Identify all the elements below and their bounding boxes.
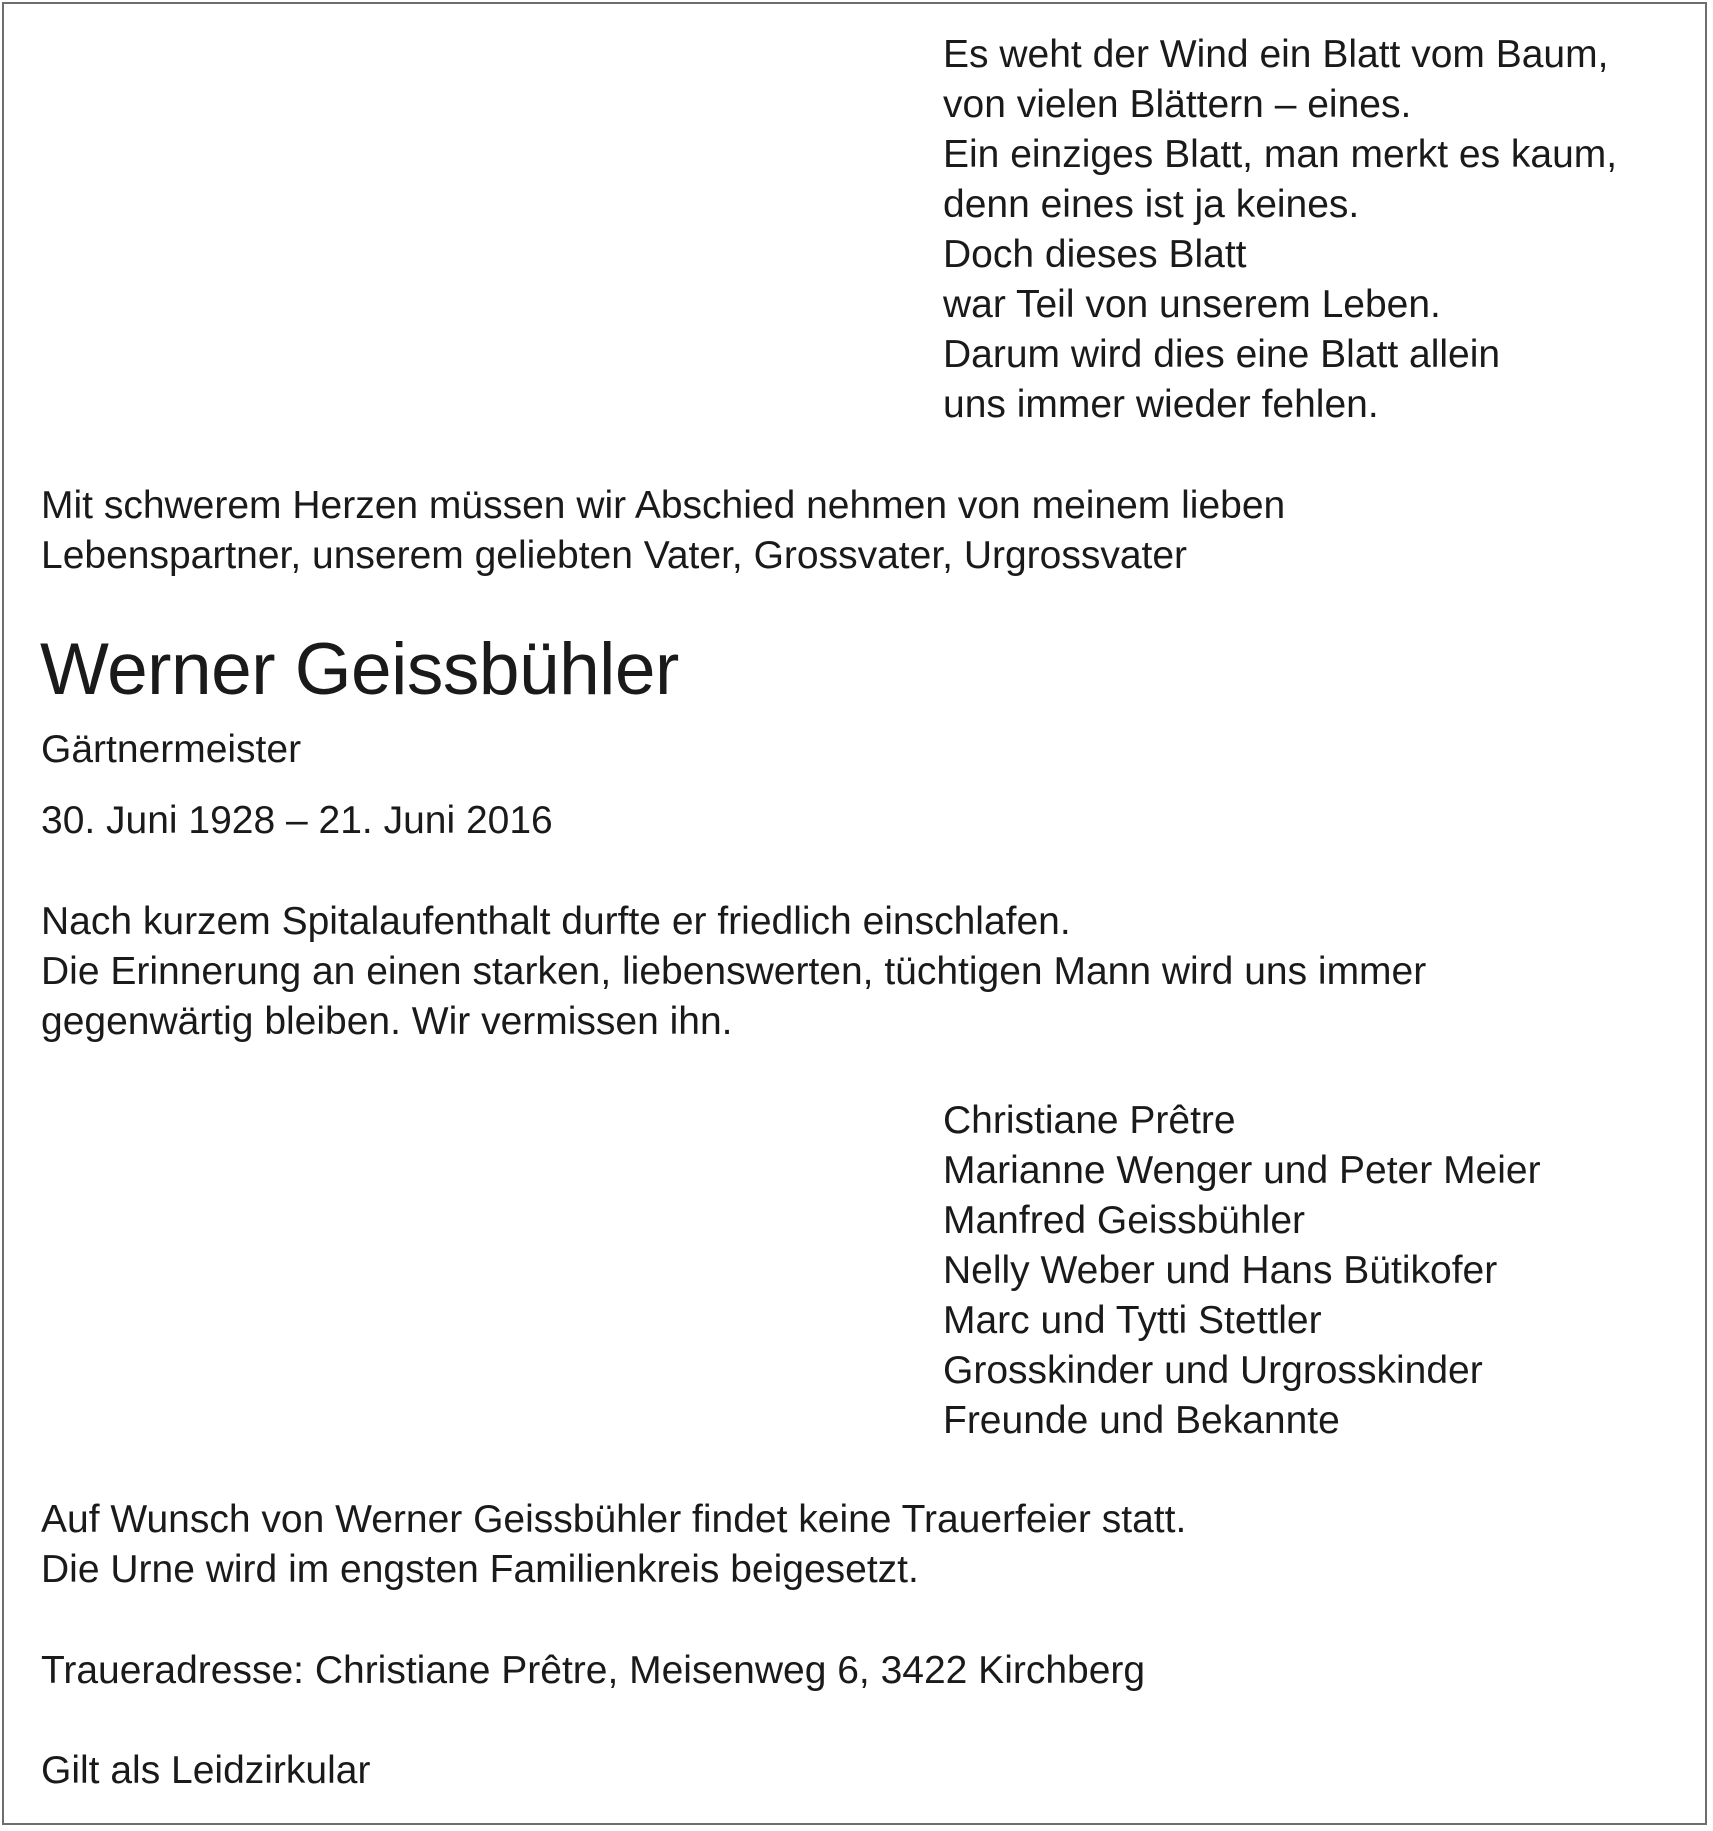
life-dates: 30. Juni 1928 – 21. Juni 2016 (41, 799, 553, 842)
ceremony-line: Die Urne wird im engsten Familienkreis beigesetzt. (41, 1548, 919, 1591)
message-line: Die Erinnerung an einen starken, liebenswerten, tüchtigen Mann wird uns immer (41, 950, 1427, 993)
message-text (41, 897, 1426, 1047)
mourner-item: Manfred Geissbühler (943, 1199, 1306, 1242)
poem-line: Doch dieses Blatt (943, 233, 1247, 276)
mourners-list (943, 1096, 1541, 1446)
poem-line: Ein einziges Blatt, man merkt es kaum, (943, 133, 1618, 176)
mourner-item: Marc und Tytti Stettler (943, 1299, 1322, 1342)
mourner-item: Freunde und Bekannte (943, 1399, 1340, 1442)
deceased-name: Werner Geissbühler (40, 629, 679, 710)
message-line: Nach kurzem Spitalaufenthalt durfte er friedlich einschlafen. (41, 900, 1071, 943)
intro-line: Lebenspartner, unserem geliebten Vater, Grossvater, Urgrossvater (41, 534, 1188, 577)
footer-note: Gilt als Leidzirkular (41, 1749, 371, 1792)
deceased-profession: Gärtnermeister (41, 728, 302, 771)
intro-text (41, 481, 1285, 581)
ceremony-line: Auf Wunsch von Werner Geissbühler findet keine Trauerfeier statt. (41, 1498, 1187, 1541)
mourner-item: Marianne Wenger und Peter Meier (943, 1149, 1541, 1192)
poem-line: Es weht der Wind ein Blatt vom Baum, (943, 33, 1609, 76)
poem (943, 30, 1617, 430)
poem-line: Darum wird dies eine Blatt allein (943, 333, 1501, 376)
poem-line: denn eines ist ja keines. (943, 183, 1360, 226)
mourner-item: Nelly Weber und Hans Bütikofer (943, 1249, 1498, 1292)
intro-line: Mit schwerem Herzen müssen wir Abschied nehmen von meinem lieben (41, 484, 1286, 527)
poem-line: uns immer wieder fehlen. (943, 383, 1379, 426)
message-line: gegenwärtig bleiben. Wir vermissen ihn. (41, 1000, 733, 1043)
mourning-address: Traueradresse: Christiane Prêtre, Meisenweg 6, 3422 Kirchberg (41, 1649, 1146, 1692)
poem-line: war Teil von unserem Leben. (943, 283, 1441, 326)
poem-line: von vielen Blättern – eines. (943, 83, 1412, 126)
ceremony-text (41, 1495, 1186, 1595)
mourner-item: Grosskinder und Urgrosskinder (943, 1349, 1483, 1392)
mourner-item: Christiane Prêtre (943, 1099, 1236, 1142)
